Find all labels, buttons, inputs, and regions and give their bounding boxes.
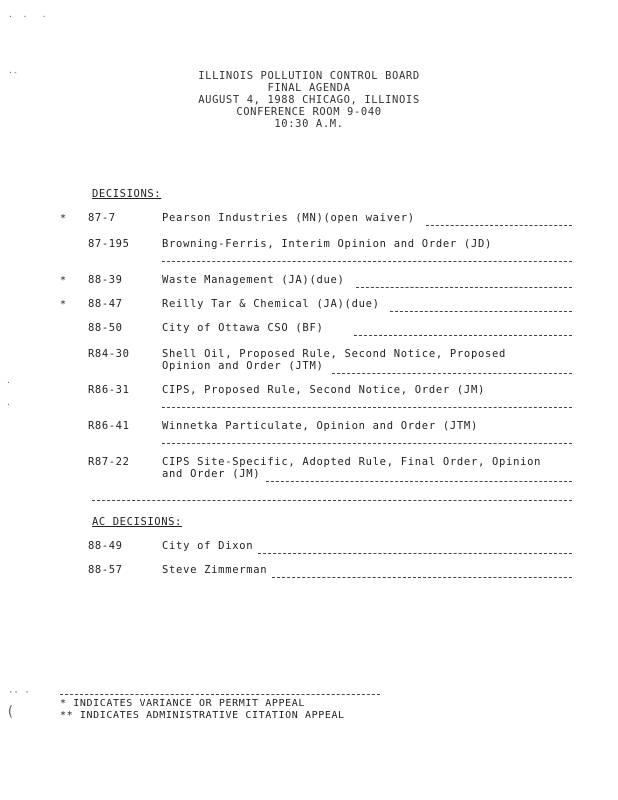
docket-description: Steve Zimmerman [162,564,268,576]
board-name: ILLINOIS POLLUTION CONTROL BOARD [198,70,420,82]
meeting-date-location: AUGUST 4, 1988 CHICAGO, ILLINOIS [198,94,420,106]
docket-number: R86-31 [88,384,130,396]
item-marker: * [60,299,67,310]
note-line [162,407,572,408]
note-line [162,261,572,262]
docket-description: Browning-Ferris, Interim Opinion and Order (JD) [162,238,493,250]
docket-description-cont: and Order (JM) [162,468,261,480]
note-line [426,225,572,226]
docket-number: 88-47 [88,298,123,310]
docket-number: 88-57 [88,564,123,576]
agenda-title: FINAL AGENDA [267,82,351,94]
meeting-time: 10:30 A.M. [274,118,344,130]
item-marker: * [60,275,67,286]
docket-description: Shell Oil, Proposed Rule, Second Notice, Proposed [162,348,507,360]
note-line [356,287,572,288]
docket-description: CIPS Site-Specific, Adopted Rule, Final Order, Opinion [162,456,542,468]
docket-number: R84-30 [88,348,130,360]
note-line [354,335,572,336]
docket-description: Reilly Tar & Chemical (JA)(due) [162,298,380,310]
note-line [390,311,572,312]
footnote-separator [60,694,380,695]
docket-description: Winnetka Particulate, Opinion and Order (JTM) [162,420,478,432]
docket-number: 87-7 [88,212,116,224]
docket-number: R87-22 [88,456,130,468]
docket-description: City of Dixon [162,540,254,552]
item-marker: * [60,213,67,224]
docket-description-cont: Opinion and Order (JTM) [162,360,324,372]
docket-description: Pearson Industries (MN)(open waiver) [162,212,415,224]
meeting-room: CONFERENCE ROOM 9-040 [236,106,382,118]
ac-decisions-heading: AC DECISIONS: [92,516,182,528]
decisions-heading: DECISIONS: [92,188,162,200]
docket-description: CIPS, Proposed Rule, Second Notice, Order (JM) [162,384,485,396]
scan-speck: ·- [8,68,18,77]
note-line [266,481,572,482]
scan-speck: ·· · [8,688,30,698]
scan-speck: ( [6,704,15,720]
scan-speck: · [6,400,11,409]
note-line [272,577,572,578]
docket-number: 88-49 [88,540,123,552]
footnote-citation: ** INDICATES ADMINISTRATIVE CITATION APPEAL [60,710,345,721]
note-line [162,443,572,444]
docket-number: 88-50 [88,322,123,334]
docket-description: Waste Management (JA)(due) [162,274,345,286]
docket-number: 87-195 [88,238,130,250]
docket-number: 88-39 [88,274,123,286]
note-line [92,500,572,501]
note-line [332,373,572,374]
footnote-variance: * INDICATES VARIANCE OR PERMIT APPEAL [60,698,305,709]
scan-speck: · · · [8,12,47,21]
docket-number: R86-41 [88,420,130,432]
docket-description: City of Ottawa CSO (BF) [162,322,324,334]
note-line [258,553,572,554]
scan-speck: · [6,378,11,387]
